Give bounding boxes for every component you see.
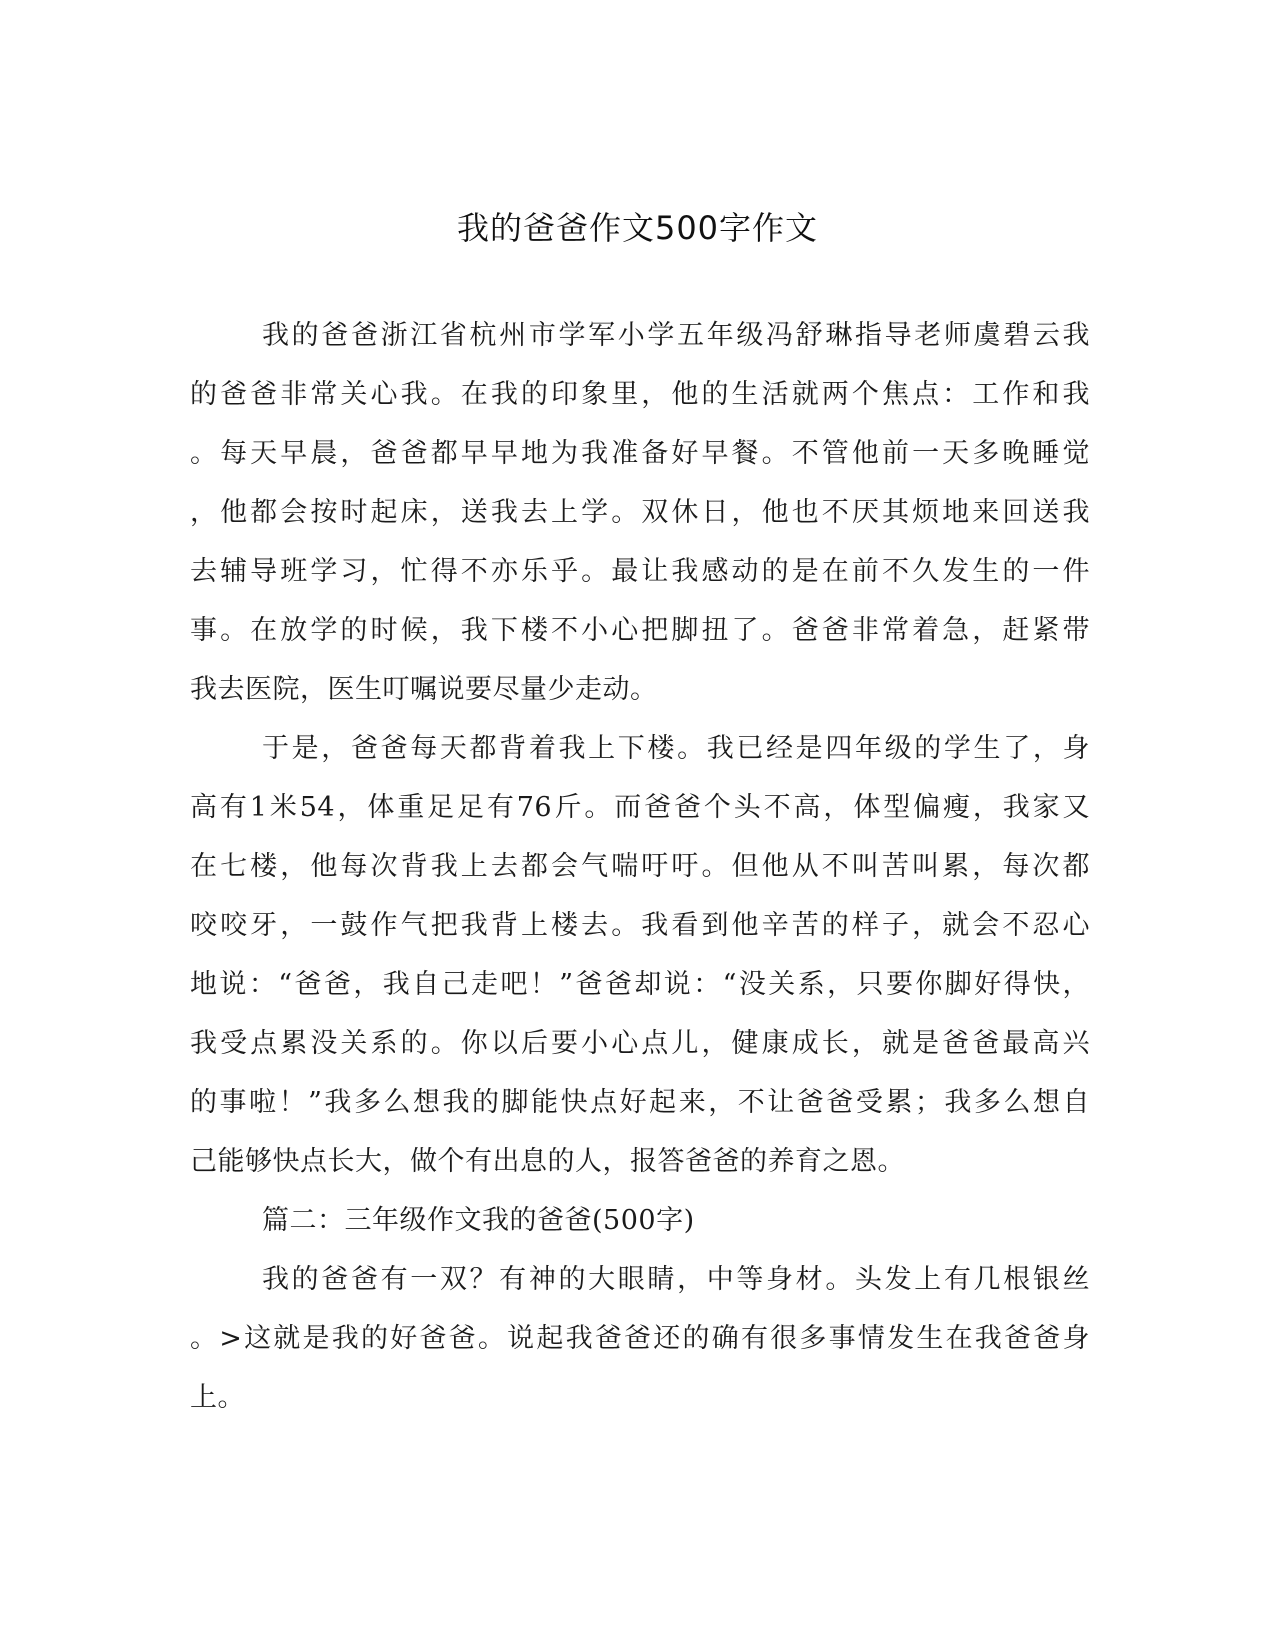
paragraph-2-line-4: 咬咬牙，一鼓作气把我背上楼去。我看到他辛苦的样子，就会不忍心 (190, 910, 1090, 941)
paragraph-1-line-3: 。每天早晨，爸爸都早早地为我准备好早餐。不管他前一天多晚睡觉 (190, 438, 1090, 469)
paragraph-1-line-6: 事。在放学的时候，我下楼不小心把脚扭了。爸爸非常着急，赶紧带 (190, 615, 1090, 646)
paragraph-2-line-6: 我受点累没关系的。你以后要小心点儿，健康成长，就是爸爸最高兴 (190, 1028, 1090, 1059)
paragraph-2-line-8: 己能够快点长大，做个有出息的人，报答爸爸的养育之恩。 (190, 1146, 905, 1177)
paragraph-2-line-3: 在七楼，他每次背我上去都会气喘吁吁。但他从不叫苦叫累，每次都 (190, 851, 1090, 882)
paragraph-1-line-5: 去辅导班学习，忙得不亦乐乎。最让我感动的是在前不久发生的一件 (190, 556, 1090, 587)
paragraph-2-line-5: 地说：“爸爸，我自己走吧！”爸爸却说：“没关系，只要你脚好得快， (190, 969, 1090, 1000)
document-title: 我的爸爸作文500字作文 (456, 209, 819, 247)
paragraph-1-line-7: 我去医院，医生叮嘱说要尽量少走动。 (190, 674, 658, 705)
paragraph-1-line-2: 的爸爸非常关心我。在我的印象里，他的生活就两个焦点：工作和我 (190, 379, 1090, 410)
paragraph-2-line-1: 于是，爸爸每天都背着我上下楼。我已经是四年级的学生了，身 (262, 733, 1090, 764)
paragraph-1-line-1: 我的爸爸浙江省杭州市学军小学五年级冯舒琳指导老师虞碧云我 (262, 320, 1090, 351)
paragraph-2-line-7: 的事啦！”我多么想我的脚能快点好起来，不让爸爸受累；我多么想自 (190, 1087, 1090, 1118)
paragraph-3-line-3: 上。 (190, 1382, 245, 1413)
section-heading: 篇二：三年级作文我的爸爸(500字) (262, 1205, 695, 1236)
paragraph-2-line-2: 高有1米54，体重足足有76斤。而爸爸个头不高，体型偏瘦，我家又 (190, 792, 1090, 823)
paragraph-3-line-2: 。>这就是我的好爸爸。说起我爸爸还的确有很多事情发生在我爸爸身 (190, 1323, 1090, 1354)
paragraph-1-line-4: ，他都会按时起床，送我去上学。双休日，他也不厌其烦地来回送我 (190, 497, 1090, 528)
paragraph-3-line-1: 我的爸爸有一双？有神的大眼睛，中等身材。头发上有几根银丝 (262, 1264, 1090, 1295)
